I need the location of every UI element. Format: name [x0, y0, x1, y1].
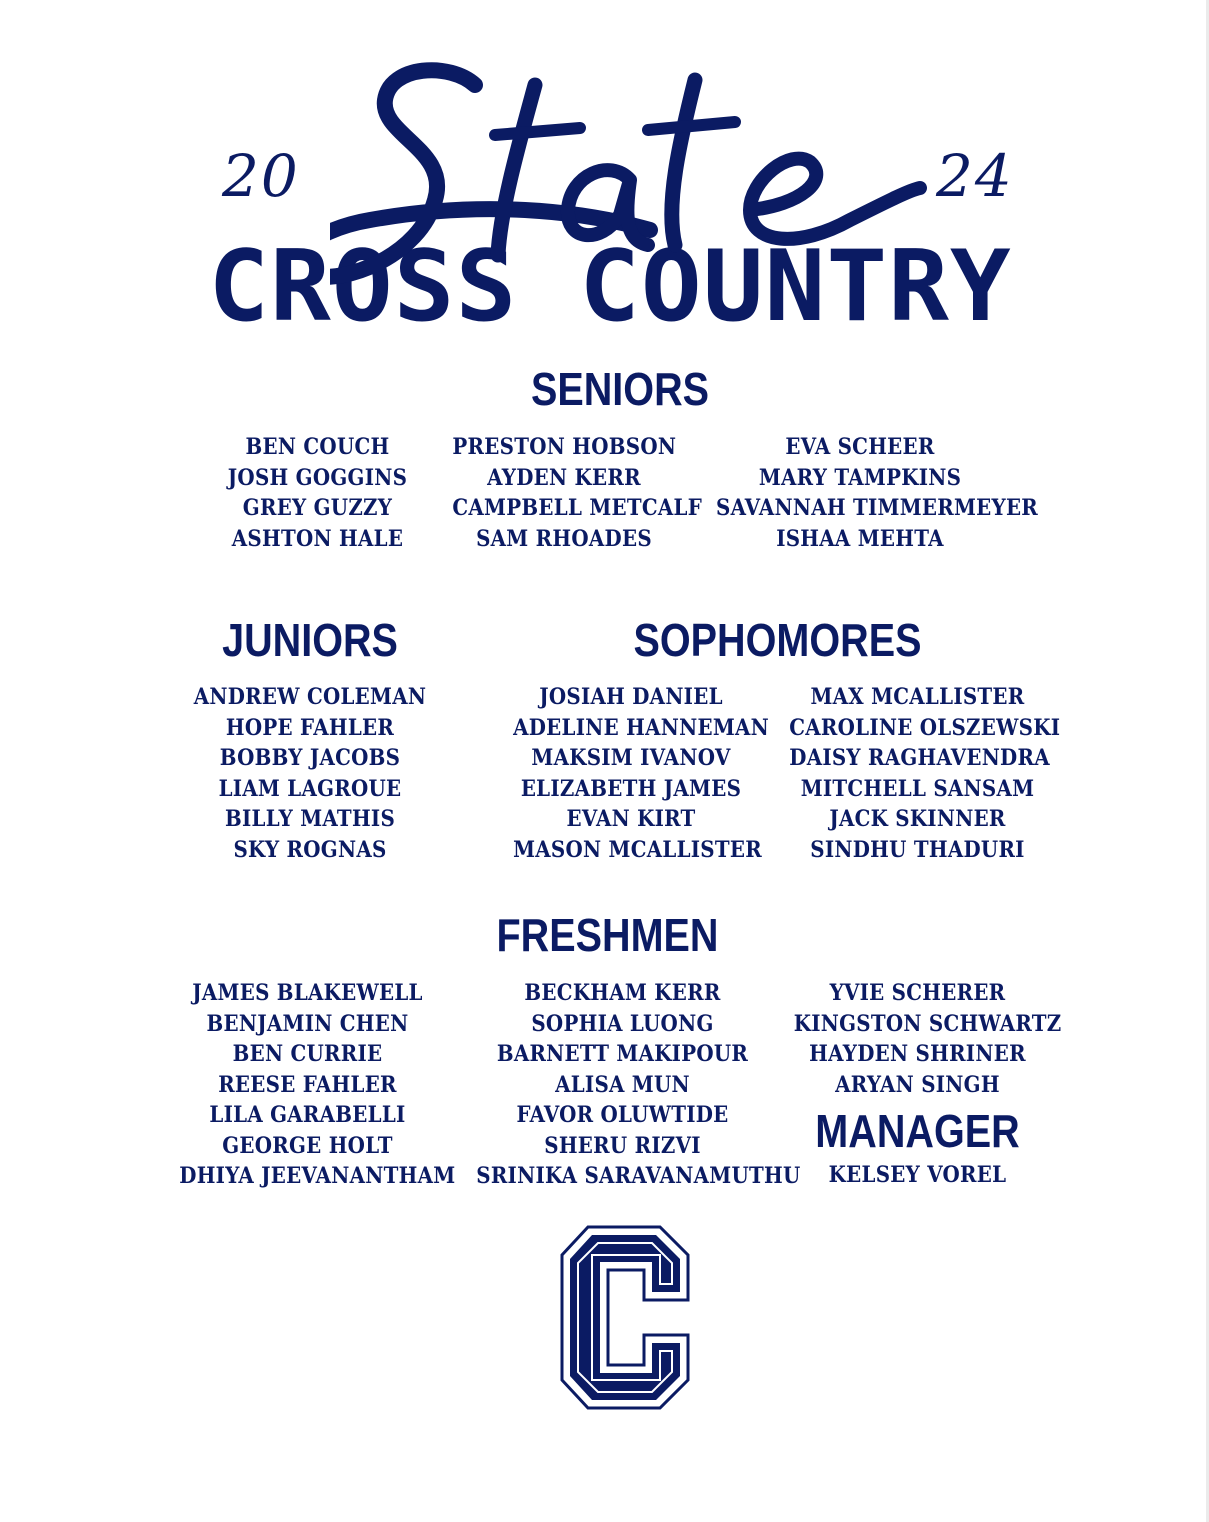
freshman-name: LILA GARABELLI: [209, 1102, 406, 1128]
sophomore-name: EVAN KIRT: [566, 806, 696, 832]
sophomores-column-1: [500, 682, 770, 865]
freshman-name: SOPHIA LUONG: [531, 1010, 714, 1037]
junior-name: LIAM LAGROUE: [218, 775, 402, 802]
senior-name: SAM RHOADES: [476, 525, 652, 552]
varsity-letter-c-logo: [560, 1225, 690, 1410]
year-left: 20: [222, 142, 300, 210]
junior-name: BOBBY JACOBS: [219, 745, 401, 771]
freshmen-column-2: [460, 978, 801, 1192]
freshman-name: JAMES BLAKEWELL: [192, 980, 423, 1006]
senior-name: CAMPBELL METCALF: [452, 495, 703, 521]
junior-name: BILLY MATHIS: [224, 806, 396, 832]
senior-name: MARY TAMPKINS: [758, 464, 962, 491]
freshman-name: SRINIKA SARAVANAMUTHU: [476, 1163, 801, 1189]
sophomore-name: DAISY RAGHAVENDRA: [789, 745, 1050, 771]
senior-name: SAVANNAH TIMMERMEYER: [716, 495, 1039, 521]
junior-name: SKY ROGNAS: [233, 836, 387, 863]
freshmen-heading: FRESHMEN: [496, 909, 719, 961]
seniors-column-2: [440, 432, 703, 554]
seniors-column-3: [700, 432, 1039, 554]
freshman-name: SHERU RIZVI: [544, 1132, 701, 1159]
senior-name: AYDEN KERR: [487, 464, 641, 491]
freshman-name: ARYAN SINGH: [835, 1071, 1000, 1098]
freshman-name: GEORGE HOLT: [222, 1132, 393, 1159]
senior-name: JOSH GOGGINS: [227, 464, 408, 491]
juniors-column: [180, 682, 440, 865]
freshman-name: FAVOR OLUWTIDE: [516, 1102, 729, 1128]
sophomore-name: CAROLINE OLSZEWSKI: [789, 714, 1061, 741]
sophomores-column-2: [775, 682, 1060, 865]
sophomore-name: ELIZABETH JAMES: [520, 775, 742, 802]
sophomore-name: ADELINE HANNEMAN: [513, 714, 770, 741]
title-cross-country: CROSS COUNTRY: [208, 228, 1012, 344]
freshman-name: BECKHAM KERR: [524, 980, 721, 1006]
state-script-word: [330, 40, 930, 310]
junior-name: HOPE FAHLER: [225, 714, 395, 741]
senior-name: EVA SCHEER: [785, 434, 935, 460]
senior-name: GREY GUZZY: [242, 495, 393, 521]
manager-heading: MANAGER: [815, 1105, 1020, 1157]
sophomore-name: MITCHELL SANSAM: [800, 775, 1035, 802]
sophomore-name: MASON MCALLISTER: [513, 836, 762, 863]
sophomore-name: JACK SKINNER: [829, 806, 1006, 832]
manager-name: KELSEY VOREL: [828, 1162, 1007, 1188]
freshmen-column-3: [780, 978, 1062, 1100]
freshman-name: BENJAMIN CHEN: [206, 1010, 409, 1037]
seniors-column-1: [200, 432, 435, 554]
senior-name: ISHAA MEHTA: [776, 525, 944, 552]
freshmen-column-1: [165, 978, 456, 1192]
freshman-name: ALISA MUN: [555, 1071, 690, 1098]
freshman-name: YVIE SCHERER: [829, 980, 1006, 1006]
senior-name: PRESTON HOBSON: [452, 434, 677, 460]
year-right: 24: [936, 142, 1014, 210]
freshman-name: KINGSTON SCHWARTZ: [793, 1010, 1062, 1037]
freshman-name: BEN CURRIE: [232, 1041, 383, 1067]
junior-name: ANDREW COLEMAN: [193, 684, 427, 710]
juniors-heading: JUNIORS: [222, 614, 398, 666]
freshman-name: REESE FAHLER: [218, 1071, 397, 1098]
sophomore-name: JOSIAH DANIEL: [539, 684, 723, 710]
freshman-name: DHIYA JEEVANANTHAM: [179, 1163, 456, 1189]
sophomore-name: MAX MCALLISTER: [810, 684, 1025, 710]
sophomore-name: SINDHU THADURI: [810, 836, 1025, 863]
sophomore-name: MAKSIM IVANOV: [531, 745, 731, 771]
freshman-name: HAYDEN SHRINER: [809, 1041, 1026, 1067]
seniors-heading: SENIORS: [530, 363, 710, 415]
manager-column: [785, 1160, 1050, 1191]
sophomores-heading: SOPHOMORES: [633, 614, 922, 666]
freshman-name: BARNETT MAKIPOUR: [496, 1041, 749, 1067]
senior-name: ASHTON HALE: [231, 525, 404, 552]
senior-name: BEN COUCH: [245, 434, 390, 460]
